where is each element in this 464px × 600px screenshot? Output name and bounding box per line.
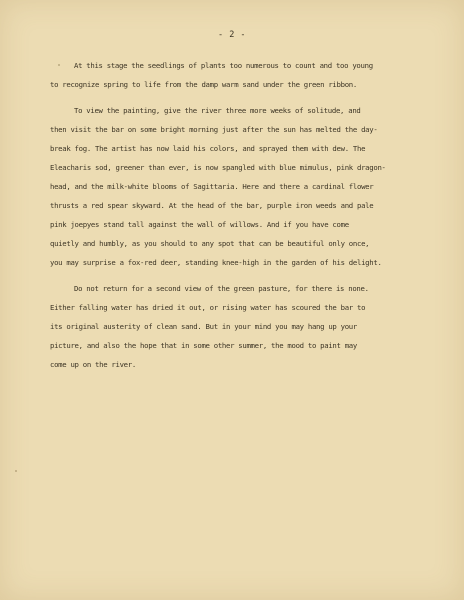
text-line: quietly and humbly, as you should to any spot that can be beautiful only once, [50, 239, 370, 248]
text-line: come up on the river. [50, 360, 136, 369]
text-line: To view the painting, give the river three more weeks of solitude, and [74, 106, 361, 115]
paper-speck [15, 470, 17, 472]
paragraph-2 [50, 101, 420, 272]
text-line: pink joepyes stand tall against the wall of willows. And if you have come [50, 220, 349, 229]
text-line: Do not return for a second view of the green pasture, for there is none. [74, 284, 369, 293]
text-line: head, and the milk-white blooms of Sagittaria. Here and there a cardinal flower [50, 182, 374, 191]
paragraph-1 [50, 56, 420, 94]
text-line: to recognize spring to life from the damp warm sand under the green ribbon. [50, 80, 357, 89]
body-text [50, 56, 420, 381]
text-line: then visit the bar on some bright morning just after the sun has melted the day- [50, 125, 378, 134]
text-line: its original austerity of clean sand. But in your mind you may hang up your [50, 322, 357, 331]
text-line: Either falling water has dried it out, or rising water has scoured the bar to [50, 303, 366, 312]
text-line: you may surprise a fox-red deer, standing knee-high in the garden of his delight. [50, 258, 382, 267]
text-line: thrusts a red spear skyward. At the head of the bar, purple iron weeds and pale [50, 201, 374, 210]
text-line: At this stage the seedlings of plants too numerous to count and too young [74, 61, 373, 70]
paragraph-3 [50, 279, 420, 374]
text-line: picture, and also the hope that in some other summer, the mood to paint may [50, 341, 357, 350]
text-line: Eleacharis sod, greener than ever, is now spangled with blue mimulus, pink dragon- [50, 163, 386, 172]
paper-speck [58, 64, 60, 66]
text-line: break fog. The artist has now laid his colors, and sprayed them with dew. The [50, 144, 366, 153]
page-number: - 2 - [217, 30, 247, 40]
